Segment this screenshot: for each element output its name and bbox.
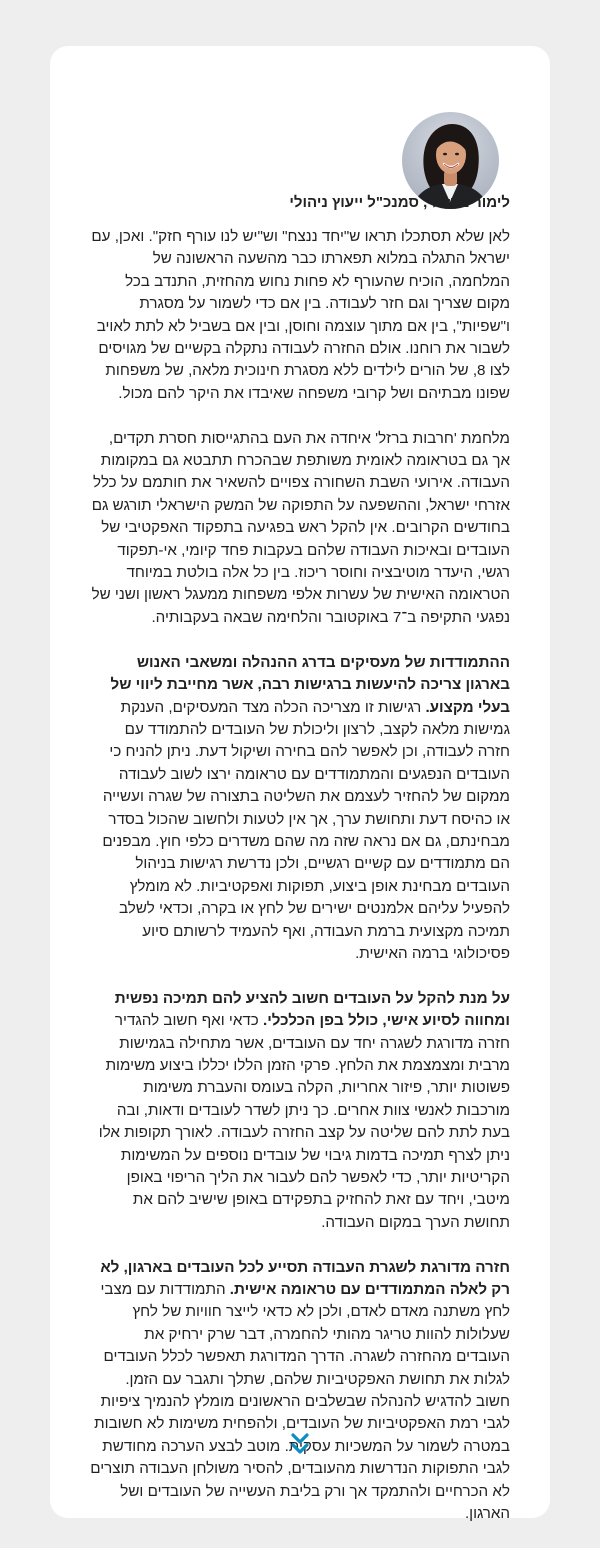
paragraph-lead: חזרה מדורגת לשגרת העבודה תסייע לכל העובדים בארגון, לא רק לאלה המתמודדים עם טראומה אישית. [100,1258,510,1299]
paragraph-text: לאן שלא תסתכלו תראו ש"יחד ננצח" וש"יש לנו עורף חזק". ואכן, עם ישראל התגלה במלוא תפארתו כבר מהשעה הראשונה של המלחמה, הוכיח שהעורף לא פחות נחוש מהחזית, התנדב בכל מקום שצריך וגם חזר לעבודה. בין אם כדי לשמור על מסגרת ו"שפיות", בין אם מתוך עוצמה וחוסן, ובין אם בשביל לא לתת לאויב לשבור את רוחנו. אולם החזרה לעבודה נתקלה בקשיים של מגויסים לצו 8, של הורים לילדים ללא מסגרת חינוכית מלאה, של משפחות שפונו מבתיהם ושל קרובי משפחה שאיבדו את היקר להם מכול. [91,228,510,402]
article-body [90,226,510,1548]
article-paragraph-1 [90,226,510,405]
paragraph-lead: על מנת להקל על העובדים חשוב להציע להם תמיכה נפשית ומחווה לסיוע אישי, כולל בפן הכלכלי. [114,989,510,1030]
article-paragraph-4 [90,988,510,1234]
article-card [50,46,550,1523]
paragraph-text: רגישות זו מצריכה הכלה מצד המעסיקים, הענקת גמישות מלאה לקצב, לרצון וליכולת של העובדים להתמודד עם חזרה לעבודה, וכן לאפשר להם בחירה ושיקול דעת. ניתן להניח כי העובדים הנפגעים והמתמודדים עם טראומה ירצו לשוב לעבודה ממקום של להחזיר לעצמם את השליטה בתצורה של שגרה ועשייה או כהיסח דעת ותחושת ערך, אך אין לטעות ולחשוב שהכול בסדר מבחינתם, גם אם נראה שזה מה שהם משדרים כלפי חוץ. מבפנים הם מתמודדים עם קשיים רגשיים, ולכן נדרשת רגישות בניהול העובדים מבחינת אופן ביצוע, תפוקות ואפקטיביות. לא מומלץ להפעיל עליהם אלמנטים ישירים של לחץ או בקרה, וכדאי לשלב תמיכה מקצועית ברמת העבודה, ואף להעמיד לרשותם סיוע פסיכולוגי ברמה האישית. [102,698,510,962]
paragraph-text: מלחמת 'חרבות ברזל' איחדה את העם בהתגייסות חסרת תקדים, אך גם בטראומה לאומית משותפת שבהכרח תתבטא גם במקומות העבודה. אירועי השבת השחורה צפויים להשאיר את חותמם על כלל אזרחי ישראל, וההשפעה על התפוקה של המשק הישראלי תורגש גם בחודשים הקרובים. אין להקל ראש בפגיעה בתפקוד האפקטיבי של העובדים ובאיכות העבודה שלהם בעקבות פחד קיומי, אי-תפקוד רגשי, היעדר מוטיבציה וחוסר ריכוז. בין כל אלה בולטת במיוחד הטראומה האישית של עשרות אלפי משפחות ממעגל ראשון ושני של נפגעי התקיפה ב־7 באוקטובר והלחימה שבאה בעקבותיה. [91,429,510,626]
article-paragraph-2 [90,428,510,630]
article-paragraph-5 [90,1257,510,1526]
paragraph-lead: ההתמודדות של מעסיקים בדרג ההנהלה ומשאבי האנוש בארגון צריכה להיעשות ברגישות רבה, אשר מחייבת ליווי של בעלי מקצוע. [110,653,510,716]
paragraph-text: התמודדות עם מצבי לחץ משתנה מאדם לאדם, ולכן לא כדאי לייצר חוויות של לחץ שעלולות להוות טריגר מהותי להחמרה, דבר שרק ירחיק את העובדים מהחזרה לשגרה. הדרך המדורגת תאפשר לכלל העובדים לגלות את תחושת האפקטיביות שלהם, שתלך ותגבר עם הזמן. חשוב להדגיש להנהלה שבשלבים הראשונים מומלץ להנמיך ציפיות לגבי רמת האפקטיביות של העובדים, ולהפחית משימות לא חשובות במטרה לשמור על המשכיות עסקית. מוטב לבצע הערכה מחודשת לגבי התפוקות הנדרשות מהעובדים, להסיר משולחן העבודה תוצרים לא הכרחיים ולהתמקד אך ורק בליבת העשייה של העובדים ושל הארגון. [90,1281,510,1523]
article-paragraph-3 [90,652,510,966]
author-name-title: לימור ברזילי, סמנכ"ל ייעוץ ניהולי [289,194,510,211]
double-chevron-down-icon[interactable] [288,1430,312,1460]
paragraph-text: כדאי ואף חשוב להגדיר חזרה מדורגת לשגרה יחד עם העובדים, אשר מתחילה בגמישות מרבית ומצמצמת את הלחץ. פרקי הזמן הללו יכללו ביצוע משימות פשוטות יותר, פיזור אחריות, הקלה בעומס והעברת משימות מורכבות לאנשי צוות אחרים. כך ניתן לשדר לעובדים ודאות, ובה בעת לתת להם שליטה על קצב החזרה לעבודה. לאורך תקופות אלו ניתן לצרף תמיכה בדמות גיבוי של עובדים נוספים על המשימות הקריטיות יותר, כדי לאפשר להם לעבור את הליך הריפוי באופן מיטבי, ויחד עם זאת להחזיק בתפקידם באופן שישיב להם את תחושת הערך במקום העבודה. [98,1012,510,1231]
